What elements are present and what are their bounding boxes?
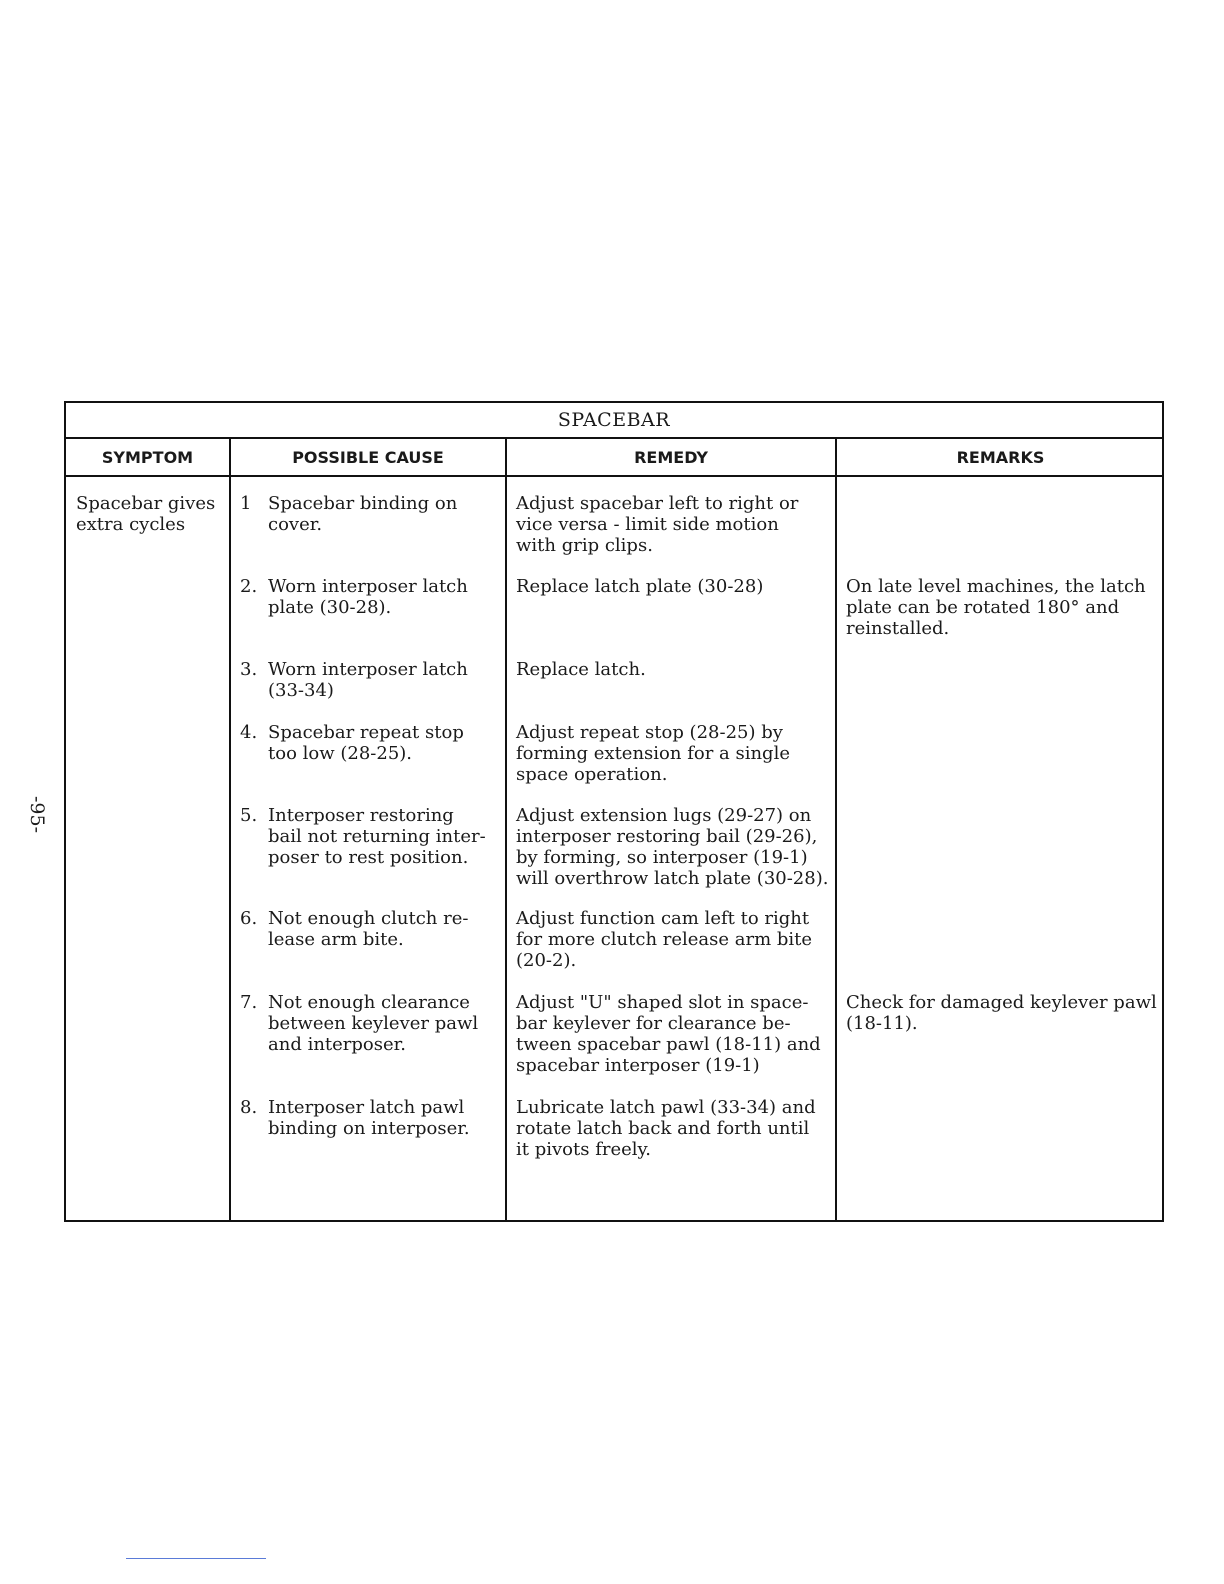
cause-number: 4. [240,722,258,743]
remedy-text: Replace latch. [516,659,646,680]
remedy-text: Adjust "U" shaped slot in space- bar keylever for clearance be- tween spacebar pawl (18-11) and spacebar interposer (19-1) [516,992,821,1076]
cause-text: Worn interposer latch (33-34) [268,659,468,701]
cause-text: Not enough clearance between keylever pawl and interposer. [268,992,479,1055]
cause-text: Worn interposer latch plate (30-28). [268,576,468,618]
table-body [66,477,1162,1220]
cause-number: 6. [240,908,258,929]
cause-item [240,659,502,701]
remedy-text: Adjust extension lugs (29-27) on interposer restoring bail (29-26), by forming, so interposer (19-1) will overthrow latch plate (30-28). [516,805,829,889]
header-possible-cause: POSSIBLE CAUSE [292,448,444,467]
cause-text: Spacebar binding on cover. [268,493,458,535]
cause-number: 5. [240,805,258,826]
cause-text: Not enough clutch re- lease arm bite. [268,908,469,950]
remark-text: Check for damaged keylever pawl (18-11). [846,992,1157,1034]
remedy-text: Replace latch plate (30-28) [516,576,764,597]
remark-text: On late level machines, the latch plate can be rotated 180° and reinstalled. [846,576,1146,639]
troubleshooting-table [64,401,1164,1222]
table-title: SPACEBAR [66,403,1162,439]
remedy-text: Adjust repeat stop (28-25) by forming extension for a single space operation. [516,722,790,785]
cause-item [240,1097,502,1139]
page-number: -95- [26,796,48,834]
cause-text: Interposer latch pawl binding on interposer. [268,1097,470,1139]
cause-item [240,908,502,950]
remedy-text: Adjust spacebar left to right or vice versa - limit side motion with grip clips. [516,493,799,556]
footer-rule [126,1558,266,1559]
symptom-text: Spacebar gives extra cycles [76,493,216,535]
header-remarks: REMARKS [956,448,1045,467]
remedy-text: Lubricate latch pawl (33-34) and rotate latch back and forth until it pivots freely. [516,1097,816,1160]
cause-item [240,493,502,535]
cause-text: Interposer restoring bail not returning inter- poser to rest position. [268,805,486,868]
cause-number: 7. [240,992,258,1013]
cause-number: 3. [240,659,258,680]
header-remedy: REMEDY [634,448,708,467]
cause-number: 1 [240,493,252,514]
cause-number: 2. [240,576,258,597]
cause-text: Spacebar repeat stop too low (28-25). [268,722,464,764]
cause-number: 8. [240,1097,258,1118]
cause-item [240,576,502,618]
cause-item [240,805,502,868]
remedy-text: Adjust function cam left to right for more clutch release arm bite (20-2). [516,908,813,971]
cause-item [240,992,502,1055]
cause-item [240,722,502,764]
header-symptom: SYMPTOM [101,448,194,467]
